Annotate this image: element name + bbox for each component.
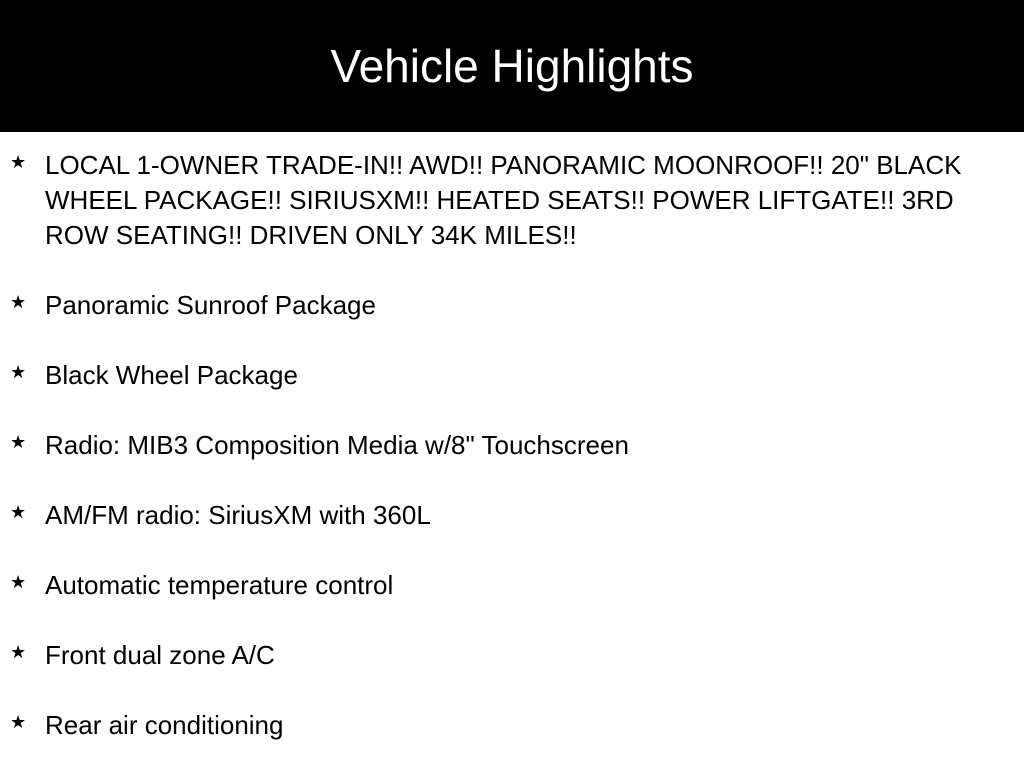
list-item [0,428,1024,463]
star-icon: ★ [10,292,27,312]
list-item-text: LOCAL 1-OWNER TRADE-IN!! AWD!! PANORAMIC MOONROOF!! 20" BLACK WHEEL PACKAGE!! SIRIUSXM!! HEATED SEATS!! POWER LIFTGATE!! 3RD ROW SEATING!! DRIVEN ONLY 34K MILES!! [45,150,962,250]
star-icon: ★ [10,362,27,382]
list-item-text: Radio: MIB3 Composition Media w/8" Touchscreen [45,430,629,460]
list-item-text: Rear air conditioning [45,710,284,740]
star-icon: ★ [10,502,27,522]
list-item [0,498,1024,533]
page-header [0,0,1024,132]
list-item-text: Automatic temperature control [45,570,394,600]
star-icon: ★ [10,572,27,592]
star-icon: ★ [10,152,27,172]
list-item-text: Front dual zone A/C [45,640,275,670]
list-item [0,568,1024,603]
list-item [0,288,1024,323]
page-title: Vehicle Highlights [330,40,694,92]
star-icon: ★ [10,432,27,452]
list-item [0,358,1024,393]
star-icon: ★ [10,712,27,732]
list-item-text: Black Wheel Package [45,360,298,390]
list-item [0,638,1024,673]
list-item-text: Panoramic Sunroof Package [45,290,376,320]
highlights-list [0,148,1024,778]
star-icon: ★ [10,642,27,662]
list-item [0,708,1024,743]
list-item-text: AM/FM radio: SiriusXM with 360L [45,500,431,530]
list-item [0,148,1024,253]
